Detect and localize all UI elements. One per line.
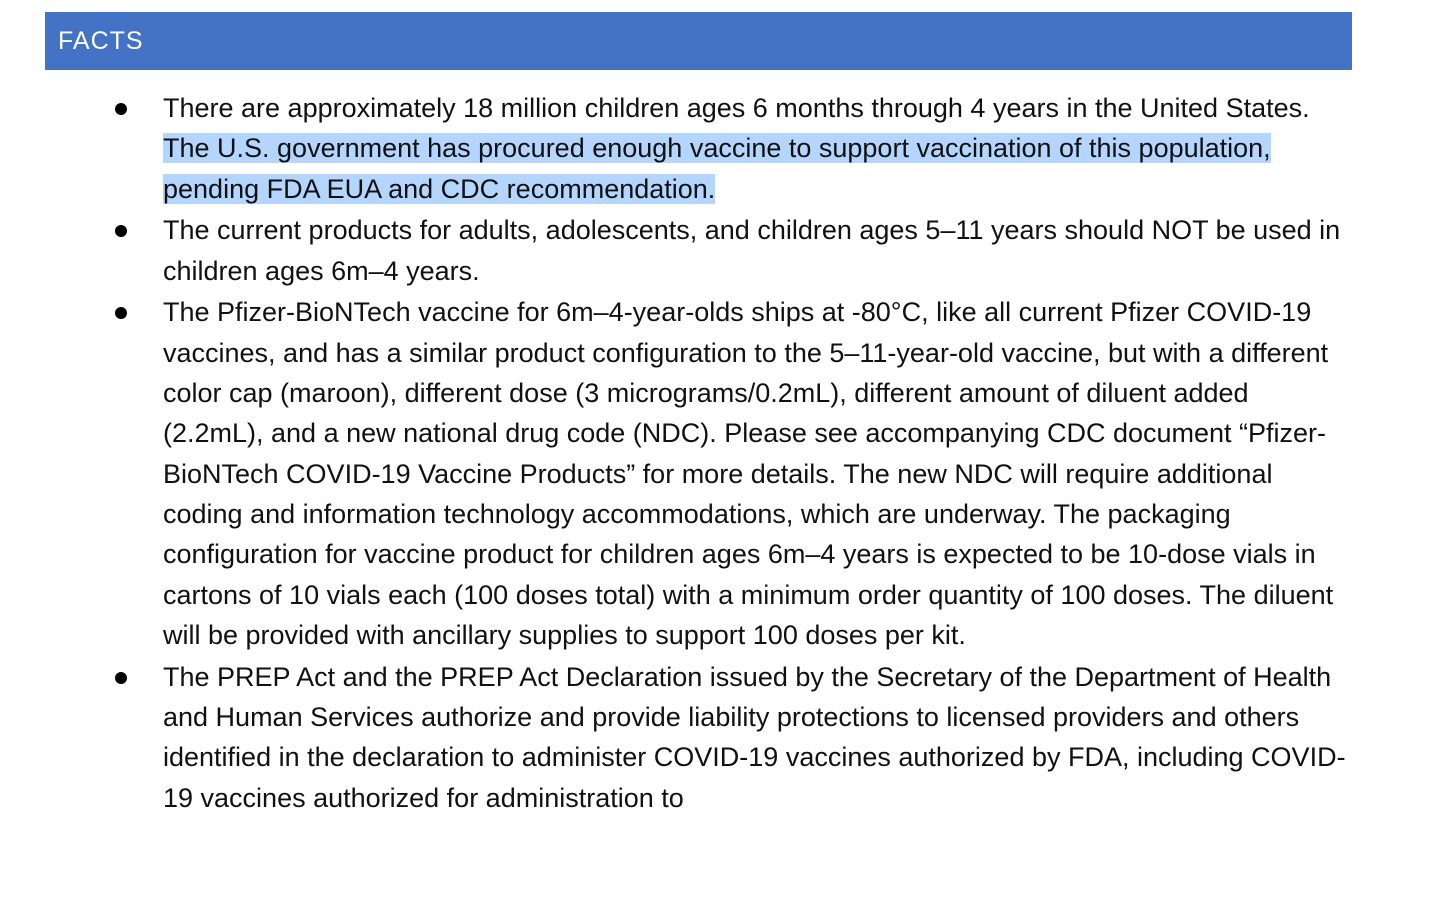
fact-4-text[interactable]: The PREP Act and the PREP Act Declaration issued by the Secretary of the Department of Health and Human Services authorize and provide liability protections to licensed providers and others identified in the declaration to administer COVID-19 vaccines authorized by FDA, including COVID-19 vaccines authorized for administration to xyxy=(163,661,1346,813)
fact-1-text[interactable]: There are approximately 18 million children ages 6 months through 4 years in the United States. xyxy=(163,93,1310,123)
facts-header-bar xyxy=(45,12,1352,70)
facts-list xyxy=(0,88,1456,819)
fact-item-3[interactable] xyxy=(0,292,1348,655)
bullet-icon xyxy=(115,307,127,319)
fact-item-4[interactable] xyxy=(0,657,1348,818)
bullet-icon xyxy=(115,225,127,237)
fact-3-text[interactable]: The Pfizer-BioNTech vaccine for 6m–4-year-olds ships at -80°C, like all current Pfizer COVID-19 vaccines, and has a similar product configuration to the 5–11-year-old vaccine, but with a different color cap (maroon), different dose (3 micrograms/0.2mL), different amount of diluent added (2.2mL), and a new national drug code (NDC). Please see accompanying CDC document “Pfizer-BioNTech COVID-19 Vaccine Products” for more details. The new NDC will require additional coding and information technology accommodations, which are underway. The packaging configuration for vaccine product for children ages 6m–4 years is expected to be 10-dose vials in cartons of 10 vials each (100 doses total) with a minimum order quantity of 100 doses. The diluent will be provided with ancillary supplies to support 100 doses per kit. xyxy=(163,297,1334,650)
fact-item-2[interactable] xyxy=(0,210,1348,291)
fact-2-text[interactable]: The current products for adults, adolescents, and children ages 5–11 years should NOT be used in children ages 6m–4 years. xyxy=(163,215,1341,286)
fact-item-1[interactable] xyxy=(0,88,1348,209)
facts-header-title: FACTS xyxy=(58,26,144,55)
fact-1-selected-text[interactable]: The U.S. government has procured enough vaccine to support vaccination of this population, pending FDA EUA and CDC recommendation. xyxy=(163,133,1271,204)
bullet-icon xyxy=(115,103,127,115)
bullet-icon xyxy=(115,672,127,684)
